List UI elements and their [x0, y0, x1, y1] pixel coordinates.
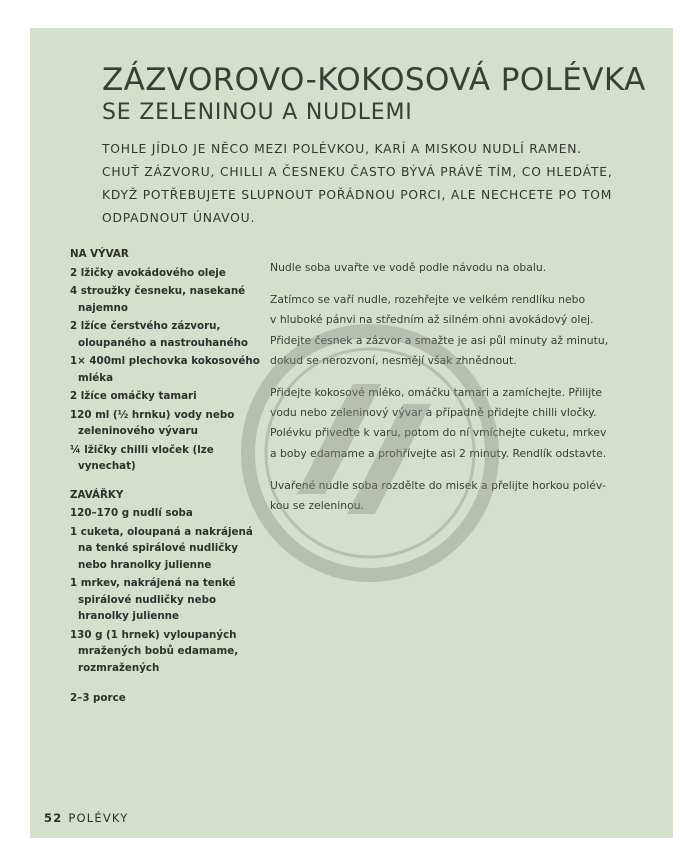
- ingredient-item: [70, 318, 260, 351]
- broth-heading: NA VÝVAR: [70, 248, 129, 260]
- recipe-subtitle: SE ZELENINOU A NUDLEMI: [102, 100, 413, 125]
- ingredient-line: nebo hranolky julienne: [78, 558, 212, 571]
- ingredient-line: 1× 400ml plechovka kokosového: [70, 355, 260, 367]
- recipe-title: ZÁZVOROVO-KOKOSOVÁ POLÉVKA: [102, 62, 646, 98]
- ingredient-line: mléka: [78, 371, 114, 384]
- ingredient-line: 4 stroužky česneku, nasekané: [70, 285, 246, 297]
- intro-line: TOHLE JÍDLO JE NĚCO MEZI POLÉVKOU, KARÍ A MISKOU NUDLÍ RAMEN.: [102, 142, 582, 156]
- ingredient-line: mražených bobů edamame,: [78, 645, 239, 657]
- spacer: [70, 678, 260, 690]
- ingredient-line: zeleninového vývaru: [78, 425, 198, 437]
- method-line: Nudle soba uvařte ve vodě podle návodu na obalu.: [270, 261, 547, 274]
- ingredient-line: 120–170 g nudlí soba: [70, 507, 193, 519]
- method-line: Přidejte česnek a zázvor a smažte je asi půl minuty až minutu,: [270, 333, 609, 347]
- method-line: Zatímco se vaří nudle, rozehřejte ve velkém rendlíku nebo: [270, 293, 586, 307]
- intro-line: KDYŽ POTŘEBUJETE SLUPNOUT POŘÁDNOU PORCI, ALE NECHCETE PO TOM: [102, 188, 613, 202]
- method-line: kou se zeleninou.: [270, 499, 364, 513]
- ingredient-item: [70, 442, 260, 475]
- ingredient-line: 120 ml (½ hrnku) vody nebo: [70, 408, 235, 421]
- ingredient-line: ¼ lžičky chilli vloček (lze: [70, 443, 214, 456]
- ingredient-line: 2 lžíce čerstvého zázvoru,: [70, 320, 221, 332]
- watermark-logo-icon: [235, 318, 505, 588]
- toppings-heading: ZAVÁŘKY: [70, 488, 124, 501]
- ingredient-line: najemno: [78, 301, 128, 314]
- section-name: POLÉVKY: [68, 811, 129, 825]
- ingredient-item: [70, 505, 260, 522]
- method-line: dokud se nerozvoní, nesmějí však zhnědnout.: [270, 353, 517, 367]
- ingredient-line: 2 lžičky avokádového oleje: [70, 266, 226, 279]
- method-line: Přidejte kokosové mléko, omáčku tamari a zamíchejte. Přilijte: [270, 386, 603, 400]
- page-footer: [44, 811, 129, 825]
- ingredient-item: [70, 575, 260, 625]
- method-line: vodu nebo zeleninový vývar a případně přidejte chilli vločky.: [270, 406, 597, 420]
- ingredient-line: rozmražených: [78, 661, 160, 674]
- ingredient-line: na tenké spirálové nudličky: [78, 542, 238, 554]
- ingredient-line: oloupaného a nastrouhaného: [78, 336, 248, 349]
- ingredient-item: [70, 407, 260, 440]
- ingredient-line: 1 mrkev, nakrájená na tenké: [70, 577, 236, 589]
- ingredients-list: [70, 246, 260, 709]
- ingredient-line: hranolky julienne: [78, 610, 179, 622]
- method-line: Uvařené nudle soba rozdělte do misek a přelijte horkou polév-: [270, 478, 606, 492]
- ingredient-line: vynechat): [78, 460, 136, 472]
- ingredient-line: 2 lžíce omáčky tamari: [70, 390, 197, 402]
- spacer: [70, 477, 260, 487]
- intro-line: ODPADNOUT ÚNAVOU.: [102, 211, 256, 225]
- servings: 2–3 porce: [70, 692, 126, 704]
- page-number: 52: [44, 811, 63, 825]
- ingredient-item: [70, 524, 260, 574]
- ingredient-item: [70, 283, 260, 316]
- ingredient-item: [70, 265, 260, 282]
- intro-paragraph: [102, 138, 642, 230]
- ingredient-item: [70, 353, 260, 386]
- intro-line: CHUŤ ZÁZVORU, CHILLI A ČESNEKU ČASTO BÝVÁ PRÁVĚ TÍM, CO HLEDÁTE,: [102, 165, 613, 179]
- method-line: a boby edamame a prohřívejte asi 2 minuty. Rendlík odstavte.: [270, 446, 607, 460]
- ingredient-item: [70, 627, 260, 677]
- method-line: Polévku přiveďte k varu, potom do ní vmíchejte cuketu, mrkev: [270, 426, 607, 440]
- ingredient-line: 1 cuketa, oloupaná a nakrájená: [70, 525, 253, 538]
- ingredient-item: [70, 388, 260, 405]
- ingredient-line: spirálové nudličky nebo: [78, 593, 217, 606]
- method-line: v hluboké pánvi na středním až silném ohni avokádový olej.: [270, 313, 594, 327]
- ingredient-line: 130 g (1 hrnek) vyloupaných: [70, 628, 237, 641]
